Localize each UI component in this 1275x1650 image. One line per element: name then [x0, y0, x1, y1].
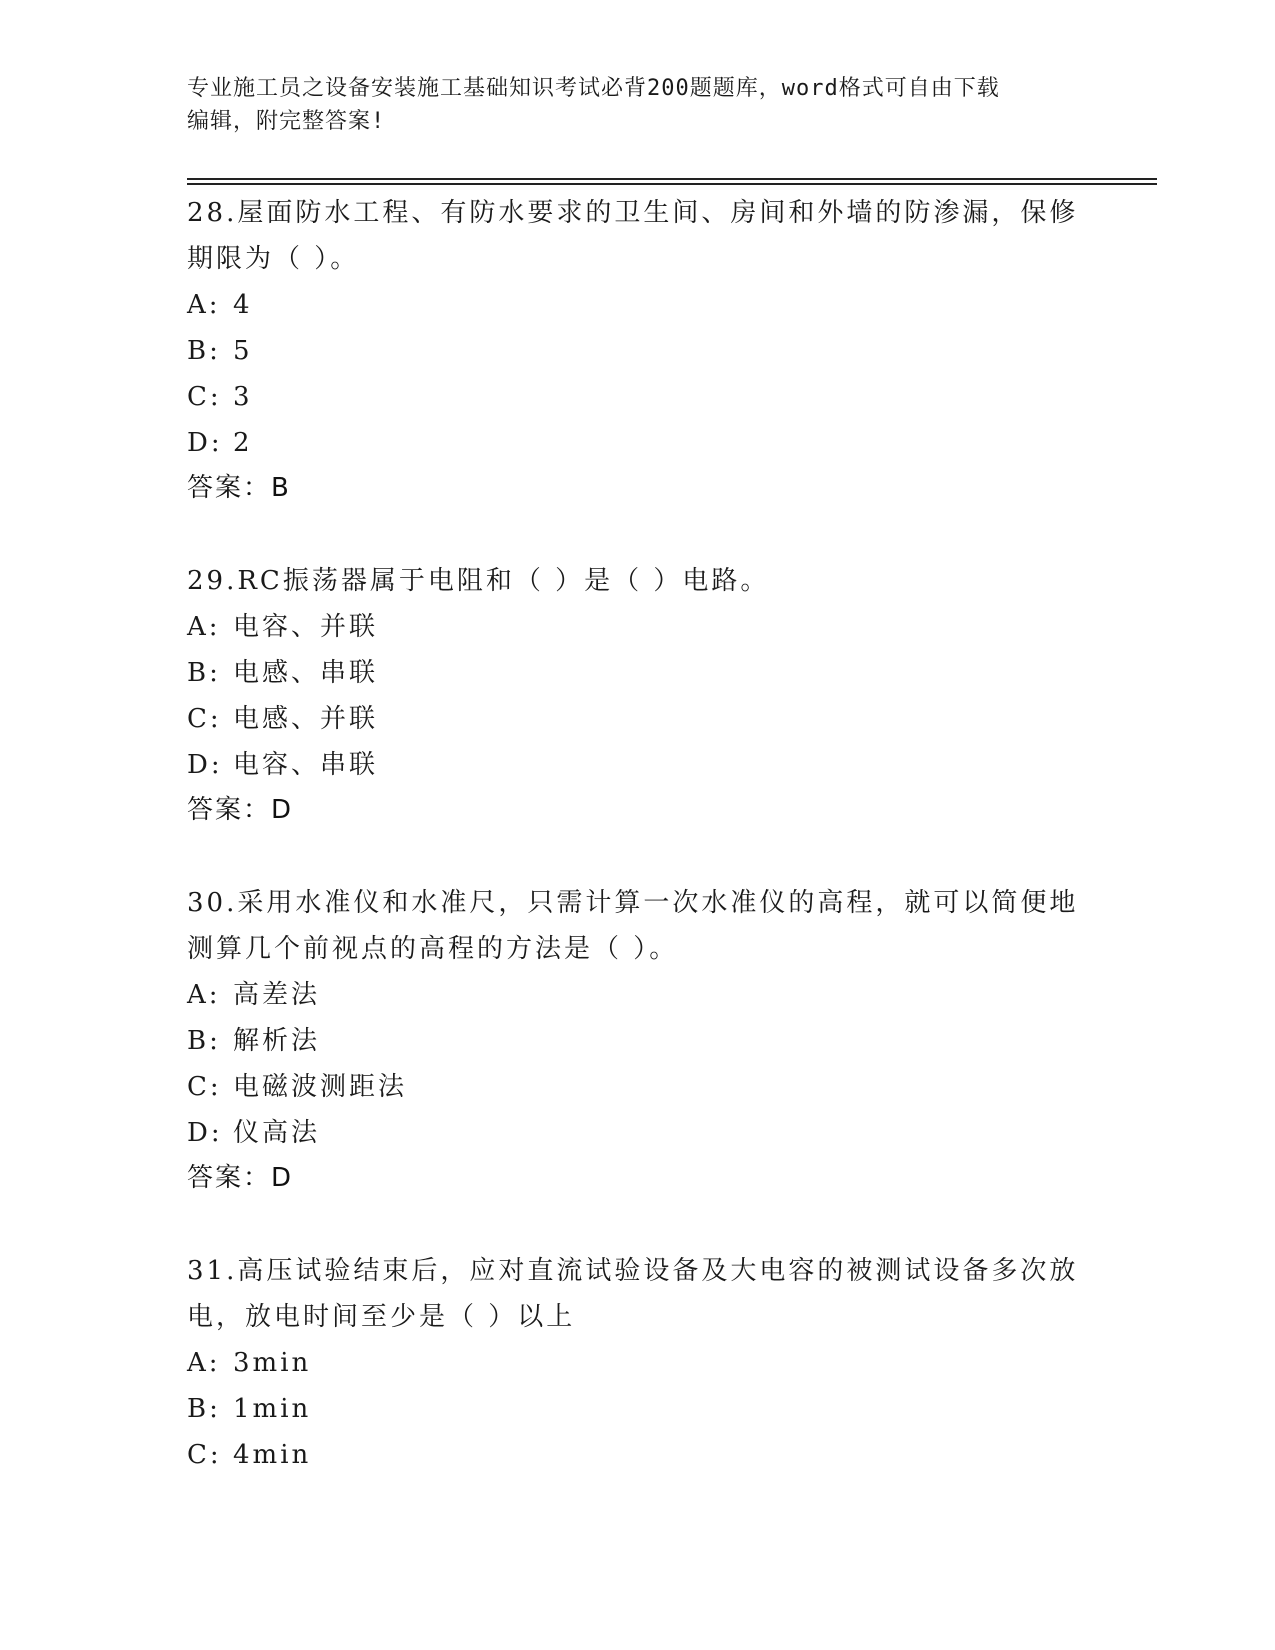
document-header — [187, 72, 1087, 138]
question-stem: 30.采用水准仪和水准尺，只需计算一次水准仪的高程，就可以简便地测算几个前视点的高程的方法是（ ）。 — [187, 888, 1079, 964]
option-text: 3 — [233, 382, 253, 412]
option-a — [187, 282, 1087, 328]
option-text: 仪高法 — [233, 1118, 321, 1148]
option-text: 4min — [233, 1440, 312, 1470]
question-stem: 29.RC振荡器属于电阻和（ ）是（ ）电路。 — [187, 566, 770, 596]
option-c — [187, 374, 1087, 420]
option-c — [187, 1432, 1087, 1478]
question-stem: 28.屋面防水工程、有防水要求的卫生间、房间和外墙的防渗漏，保修期限为（ ）。 — [187, 198, 1079, 274]
option-c — [187, 696, 1087, 742]
option-text: 高差法 — [233, 980, 321, 1010]
option-d — [187, 1110, 1087, 1156]
option-letter: C: — [187, 382, 222, 412]
option-letter: A: — [187, 980, 221, 1010]
option-letter: B: — [187, 1394, 221, 1424]
question-spacer — [187, 510, 1087, 558]
option-d — [187, 742, 1087, 788]
option-text: 电磁波测距法 — [233, 1072, 408, 1102]
option-letter: A: — [187, 612, 221, 642]
option-text: 4 — [233, 290, 253, 320]
option-text: 电感、并联 — [233, 704, 379, 734]
option-a — [187, 1340, 1087, 1386]
option-text: 电感、串联 — [233, 658, 379, 688]
option-b — [187, 328, 1087, 374]
option-letter: A: — [187, 290, 221, 320]
option-text: 电容、并联 — [233, 612, 379, 642]
option-text: 5 — [233, 336, 253, 366]
header-divider-bottom — [187, 183, 1157, 185]
question-30 — [187, 880, 1087, 1200]
question-29 — [187, 558, 1087, 832]
question-28 — [187, 190, 1087, 510]
option-letter: B: — [187, 336, 221, 366]
option-c — [187, 1064, 1087, 1110]
question-spacer — [187, 832, 1087, 880]
option-b — [187, 1018, 1087, 1064]
header-line-1: 专业施工员之设备安装施工基础知识考试必背200题题库，word格式可自由下载 — [187, 76, 1000, 101]
option-text: 解析法 — [233, 1026, 321, 1056]
answer-line: 答案：B — [187, 473, 291, 503]
question-31 — [187, 1248, 1087, 1478]
option-letter: C: — [187, 704, 222, 734]
header-line-2: 编辑，附完整答案! — [187, 109, 386, 134]
option-b — [187, 1386, 1087, 1432]
option-letter: C: — [187, 1072, 222, 1102]
header-divider-top — [187, 178, 1157, 180]
option-letter: B: — [187, 658, 221, 688]
option-a — [187, 604, 1087, 650]
option-letter: A: — [187, 1348, 221, 1378]
option-text: 电容、串联 — [233, 750, 379, 780]
question-list — [187, 190, 1087, 1478]
option-text: 1min — [233, 1394, 312, 1424]
option-letter: D: — [187, 750, 223, 780]
question-stem: 31.高压试验结束后，应对直流试验设备及大电容的被测试设备多次放电，放电时间至少是（ ）以上 — [187, 1256, 1079, 1332]
option-letter: D: — [187, 1118, 223, 1148]
question-spacer — [187, 1200, 1087, 1248]
option-letter: D: — [187, 428, 223, 458]
option-letter: C: — [187, 1440, 222, 1470]
option-text: 2 — [233, 428, 253, 458]
option-letter: B: — [187, 1026, 221, 1056]
answer-line: 答案：D — [187, 795, 294, 825]
answer-line: 答案：D — [187, 1163, 294, 1193]
option-d — [187, 420, 1087, 466]
option-text: 3min — [233, 1348, 312, 1378]
option-a — [187, 972, 1087, 1018]
option-b — [187, 650, 1087, 696]
